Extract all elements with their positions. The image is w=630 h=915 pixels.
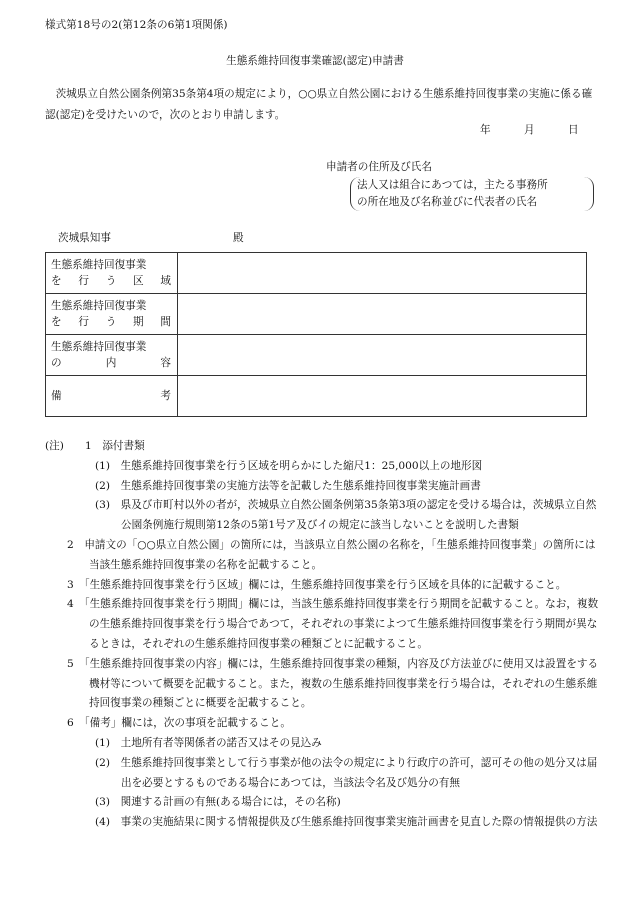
label-char: の: [51, 357, 62, 369]
honorific: 殿: [233, 232, 244, 244]
list-item: (1) 生態系維持回復事業を行う区域を明らかにした縮尺1：25,000以上の地形図: [95, 459, 483, 472]
application-table: [45, 252, 587, 417]
label-top: 生態系維持回復事業: [51, 341, 147, 353]
date-year: 年: [480, 124, 491, 136]
label-top: 生態系維持回復事業: [51, 259, 147, 271]
row-label-period: [46, 294, 178, 335]
label-char: 域: [160, 275, 171, 287]
applicant-note: [350, 177, 594, 211]
notes-heading: (注): [45, 440, 64, 452]
period-input-cell[interactable]: [178, 294, 587, 335]
addressee: 茨城県知事: [58, 232, 111, 244]
date-day: 日: [567, 124, 579, 136]
label-bottom: [51, 388, 173, 404]
note-2: 2 申請文の「○○県立自然公園」の箇所には，当該県立自然公園の名称を，「生態系維持回復事業」の箇所には当該生態系維持回復事業の名称を記載すること。: [67, 538, 596, 571]
list-item: (1) 土地所有者等関係者の諾否又はその見込み: [95, 736, 322, 749]
form-number: 様式第18号の2(第12条の6第1項関係): [45, 19, 228, 31]
label-char: 内: [105, 357, 117, 369]
label-bottom: [51, 273, 173, 289]
note-6: 6 「備考」欄には，次の事項を記載すること。: [67, 717, 291, 730]
label-char: 間: [160, 316, 171, 328]
date-line: [480, 122, 609, 139]
note-1: [45, 437, 605, 457]
applicant-label: 申請者の住所及び氏名: [326, 161, 432, 173]
label-char: を: [51, 275, 62, 287]
list-item: (3) 関連する計画の有無(ある場合には，その名称): [95, 796, 341, 809]
list-item: (2) 生態系維持回復事業の実施方法等を記載した生態系維持回復事業実施計画書: [95, 479, 481, 492]
label-bottom: [51, 355, 173, 371]
label-char: う: [105, 316, 117, 328]
applicant-note-line2: の所在地及び名称並びに代表者の氏名: [357, 196, 538, 208]
label-bottom: [51, 314, 173, 330]
document-title: 生態系維持回復事業確認(認定)申請書: [226, 55, 404, 67]
list-item: (2) 生態系維持回復事業として行う事業が他の法令の規定により行政庁の許可，認可その他の処分又は届出を必要とするものである場合にあつては，当該法令名及び処分の有無: [95, 756, 598, 789]
label-top: 生態系維持回復事業: [51, 300, 147, 312]
table-row: [46, 294, 587, 335]
content-input-cell[interactable]: [178, 335, 587, 376]
label-char: 期: [133, 316, 144, 328]
row-label-content: [46, 335, 178, 376]
applicant-note-line1: 法人又は組合にあつては，主たる事務所: [357, 179, 548, 191]
label-char: 容: [160, 357, 171, 369]
label-char: 行: [78, 275, 89, 287]
table-row: [46, 253, 587, 294]
notes-section: [45, 437, 605, 833]
note-3: 3 「生態系維持回復事業を行う区域」欄には，生態系維持回復事業を行う区域を具体的に記載すること。: [67, 578, 567, 591]
note-4: 4 「生態系維持回復事業を行う期間」欄には，当該生態系維持回復事業を行う期間を記載すること。なお，複数の生態系維持回復事業を行う場合であつて，それぞれの事業によつて生態系維持回復事業を行う期間が異なるときは，それぞれの生態系維持回復事業の種類ごとに記載すること。: [67, 598, 599, 650]
remarks-input-cell[interactable]: [178, 376, 587, 417]
list-item: (4) 事業の実施結果に関する情報提供及び生態系維持回復事業実施計画書を見直した際の情報提供の方法: [95, 816, 598, 829]
intro-paragraph: [45, 84, 593, 126]
label-char: う: [105, 275, 117, 287]
table-row: [46, 376, 587, 417]
row-label-area: [46, 253, 178, 294]
date-month: 月: [523, 124, 535, 136]
label-char: 区: [133, 275, 144, 287]
row-label-remarks: [46, 376, 178, 417]
area-input-cell[interactable]: [178, 253, 587, 294]
note-1-label: 1 添付書類: [85, 440, 145, 452]
label-char: 考: [160, 390, 171, 402]
intro-text: 茨城県立自然公園条例第35条第4項の規定により，○○県立自然公園における生態系維持回復事業の実施に係る確認(認定)を受けたいので，次のとおり申請します。: [45, 88, 593, 121]
list-item: (3) 県及び市町村以外の者が，茨城県立自然公園条例第35条第3項の認定を受ける場合は，茨城県立自然公園条例施行規則第12条の5第1号ア及びイの規定に該当しないことを説明した書類: [95, 499, 597, 532]
label-char: 備: [51, 390, 62, 402]
label-char: を: [51, 316, 62, 328]
table-row: [46, 335, 587, 376]
note-5: 5 「生態系維持回復事業の内容」欄には，生態系維持回復事業の種類，内容及び方法並びに使用又は設置をする機材等について概要を記載すること。また，複数の生態系維持回復事業を行う場合は，それぞれの生態系維持回復事業の種類ごとに概要を記載すること。: [67, 657, 599, 710]
label-char: 行: [78, 316, 89, 328]
